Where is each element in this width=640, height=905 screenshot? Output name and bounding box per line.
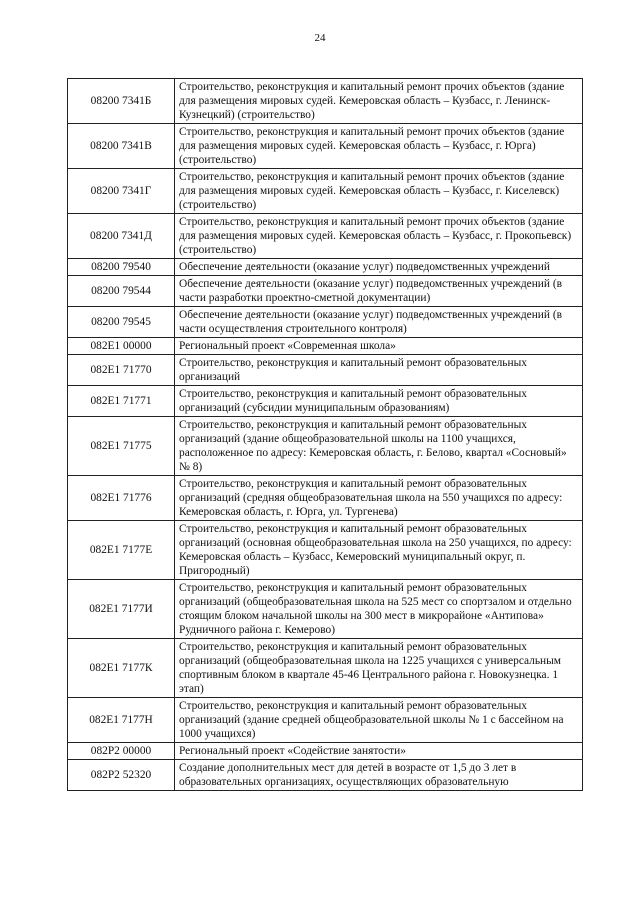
row-description: Строительство, реконструкция и капитальный ремонт прочих объектов (здание для размещения мировых судей. Кемеровская область – Кузбасс, г. Ленинск-Кузнецкий) (строительство): [175, 79, 583, 124]
table-row: [68, 124, 583, 169]
row-description: Создание дополнительных мест для детей в возрасте от 1,5 до 3 лет в образовательных организациях, осуществляющих образовательную: [175, 760, 583, 791]
row-description: Обеспечение деятельности (оказание услуг) подведомственных учреждений (в части разработки проектно-сметной документации): [175, 276, 583, 307]
row-description: Региональный проект «Современная школа»: [175, 338, 583, 355]
table-row: [68, 417, 583, 476]
table-row: [68, 307, 583, 338]
row-code: 082E1 71770: [68, 355, 175, 386]
page-number: 24: [314, 32, 326, 44]
table-row: [68, 214, 583, 259]
table-row: [68, 276, 583, 307]
row-description: Строительство, реконструкция и капитальный ремонт образовательных организаций (средняя общеобразовательная школа на 550 учащихся по адресу: Кемеровская область, г. Юрга, ул. Тургенева): [175, 476, 583, 521]
table-row: [68, 259, 583, 276]
row-description: Обеспечение деятельности (оказание услуг) подведомственных учреждений: [175, 259, 583, 276]
table-row: [68, 698, 583, 743]
row-description: Строительство, реконструкция и капитальный ремонт образовательных организаций (основная общеобразовательная школа на 250 учащихся, по адресу: Кемеровская область – Кузбасс, Кемеровский муниципальный округ, п. Пригородный): [175, 521, 583, 580]
row-description: Строительство, реконструкция и капитальный ремонт образовательных организаций (общеобразовательная школа на 1225 учащихся с универсальным спортивным блоком в квартале 45-46 Центрального района г. Новокузнецка. 1 этап): [175, 639, 583, 698]
row-description: Региональный проект «Содействие занятости»: [175, 743, 583, 760]
row-code: 082P2 00000: [68, 743, 175, 760]
row-description: Строительство, реконструкция и капитальный ремонт прочих объектов (здание для размещения мировых судей. Кемеровская область – Кузбасс, г. Юрга) (строительство): [175, 124, 583, 169]
table-row: [68, 743, 583, 760]
row-code: 082E1 7177К: [68, 639, 175, 698]
row-description: Строительство, реконструкция и капитальный ремонт образовательных организаций (здание общеобразовательной школы на 1100 учащихся, расположенное по адресу: Кемеровская область, г. Белово, квартал «Сосновый» № 8): [175, 417, 583, 476]
row-code: 082P2 52320: [68, 760, 175, 791]
row-description: Строительство, реконструкция и капитальный ремонт прочих объектов (здание для размещения мировых судей. Кемеровская область – Кузбасс, г. Киселевск) (строительство): [175, 169, 583, 214]
budget-classification-table: [67, 78, 583, 791]
row-description: Строительство, реконструкция и капитальный ремонт образовательных организаций: [175, 355, 583, 386]
table-row: [68, 355, 583, 386]
table-row: [68, 580, 583, 639]
row-code: 08200 79540: [68, 259, 175, 276]
table-row: [68, 79, 583, 124]
row-code: 08200 7341В: [68, 124, 175, 169]
table-row: [68, 760, 583, 791]
row-code: 082E1 7177E: [68, 521, 175, 580]
row-code: 08200 7341Д: [68, 214, 175, 259]
row-description: Строительство, реконструкция и капитальный ремонт прочих объектов (здание для размещения мировых судей. Кемеровская область – Кузбасс, г. Прокопьевск) (строительство): [175, 214, 583, 259]
row-description: Обеспечение деятельности (оказание услуг) подведомственных учреждений (в части осуществления строительного контроля): [175, 307, 583, 338]
row-description: Строительство, реконструкция и капитальный ремонт образовательных организаций (общеобразовательная школа на 525 мест со спортзалом и отдельно стоящим блоком начальной школы на 300 мест в микрорайоне «Антипова» Рудничного района г. Кемерово): [175, 580, 583, 639]
row-description: Строительство, реконструкция и капитальный ремонт образовательных организаций (субсидии муниципальным образованиям): [175, 386, 583, 417]
row-code: 082E1 71775: [68, 417, 175, 476]
row-code: 08200 79545: [68, 307, 175, 338]
row-code: 082E1 7177Н: [68, 698, 175, 743]
row-code: 082E1 71771: [68, 386, 175, 417]
row-code: 082E1 7177И: [68, 580, 175, 639]
table-row: [68, 386, 583, 417]
row-code: 08200 79544: [68, 276, 175, 307]
row-code: 08200 7341Г: [68, 169, 175, 214]
row-code: 082E1 71776: [68, 476, 175, 521]
table-row: [68, 338, 583, 355]
row-code: 082E1 00000: [68, 338, 175, 355]
table-row: [68, 169, 583, 214]
table-row: [68, 476, 583, 521]
table-row: [68, 639, 583, 698]
row-code: 08200 7341Б: [68, 79, 175, 124]
row-description: Строительство, реконструкция и капитальный ремонт образовательных организаций (здание средней общеобразовательной школы № 1 с бассейном на 1000 учащихся): [175, 698, 583, 743]
table-row: [68, 521, 583, 580]
table-body: [68, 79, 583, 791]
